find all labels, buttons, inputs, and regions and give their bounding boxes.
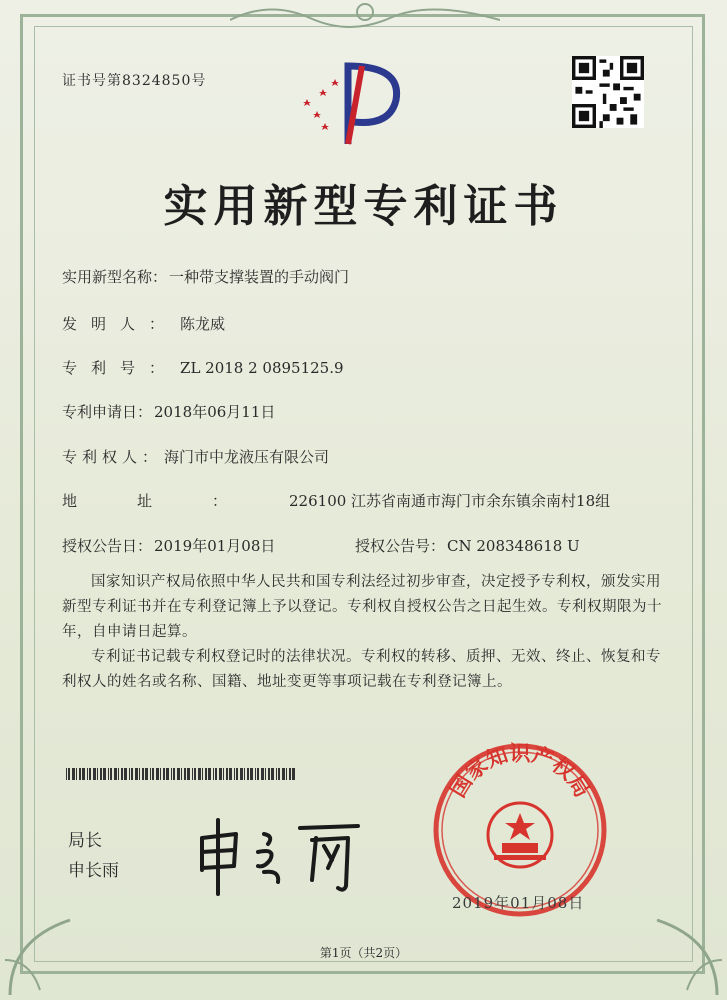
grant-number-row [355,535,580,556]
grant-date-value: 2019年01月08日 [154,537,276,555]
director-signature-icon [188,808,368,898]
patent-holder-value: 海门市中龙液压有限公司 [164,448,330,466]
top-ornament-icon [230,0,500,30]
grant-date-label: 授权公告日： [62,537,153,555]
patent-office-logo-icon [292,56,412,146]
inventor-row [62,313,225,334]
utility-model-name-row [62,266,349,287]
grant-number-label: 授权公告号： [355,537,446,555]
grant-date-row [62,535,275,556]
page-number: 第1页（共2页） [319,946,408,960]
certificate-number: 证书号第8324850号 [62,73,207,89]
utility-model-name-label: 实用新型名称： [62,268,168,286]
qr-code-icon [572,56,644,128]
address-value: 226100 江苏省南通市海门市余东镇余南村18组 [289,492,611,510]
svg-text:国家知识产权局 [446,741,595,801]
barcode-icon [66,768,296,780]
application-date-label: 专利申请日： [62,403,153,421]
grant-number-value: CN 208348618 U [447,537,580,555]
director-title: 局长 [68,831,102,851]
director-name: 申长雨 [68,861,119,881]
grant-paragraph: 国家知识产权局依照中华人民共和国专利法经过初步审查，决定授予专利权，颁发实用新型专利证书并在专利登记簿上予以登记。专利权自授权公告之日起生效。专利权期限为十年，自申请日起算。 [62,574,662,640]
patent-holder-label: 专利权人： [62,448,163,466]
utility-model-name-value: 一种带支撑装置的手动阀门 [169,268,350,286]
address-label: 地址： [62,492,288,510]
inventor-value: 陈龙威 [180,315,226,333]
patent-number-row [62,357,344,378]
seal-date: 2019年01月08日 [452,894,585,912]
application-date-row [62,401,275,422]
address-row [62,490,610,511]
page-title: 实用新型专利证书 [163,181,564,232]
seal-text: 国家知识产权局 [445,741,595,802]
inventor-label: 发明人： [62,315,179,333]
patent-number-label: 专利号： [62,359,179,377]
legal-status-paragraph: 专利证书记载专利权登记时的法律状况。专利权的转移、质押、无效、终止、恢复和专利权人的姓名或名称、国籍、地址变更等事项记载在专利登记簿上。 [62,649,661,690]
patent-number-value: ZL 2018 2 0895125.9 [180,359,344,377]
application-date-value: 2018年06月11日 [154,403,276,421]
patent-holder-row [62,446,329,467]
